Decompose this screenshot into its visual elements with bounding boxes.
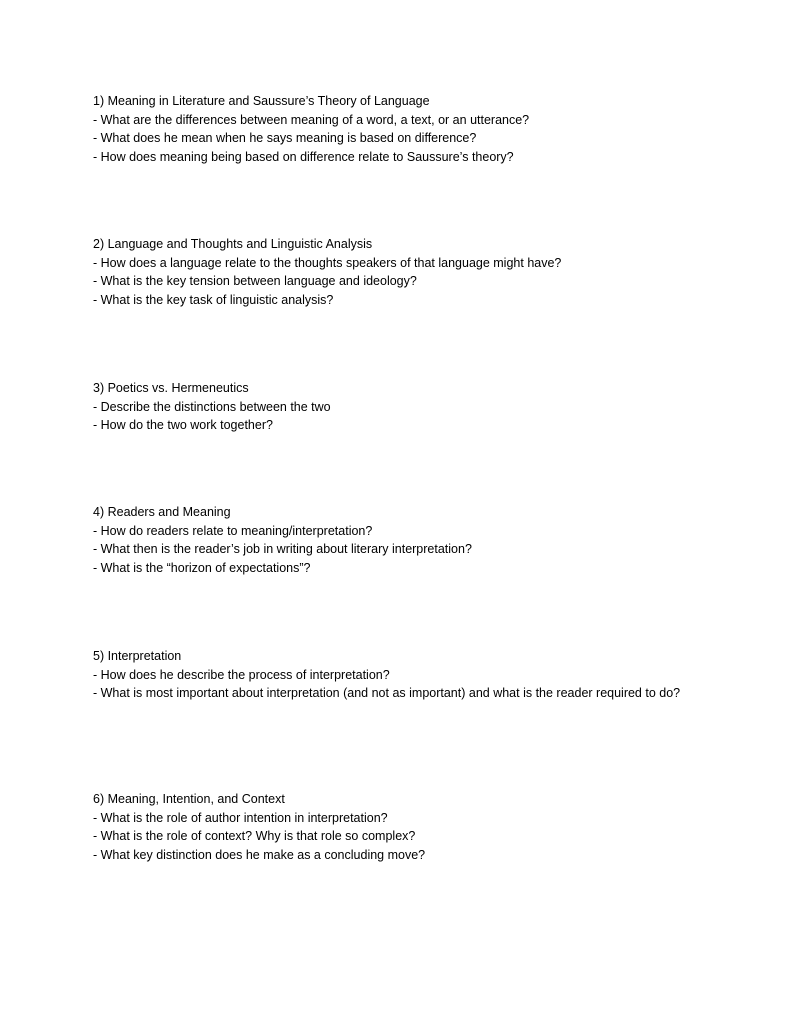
section-readers-and-meaning: [93, 503, 708, 578]
question-item: - How does he describe the process of interpretation?: [93, 667, 390, 682]
question-item: - What is the “horizon of expectations”?: [93, 561, 311, 576]
question-item: - How do the two work together?: [93, 418, 273, 433]
question-item: - How does a language relate to the thoughts speakers of that language might have?: [93, 255, 562, 270]
question-item: - What is the role of context? Why is that role so complex?: [93, 829, 416, 844]
question-item: - How do readers relate to meaning/interpretation?: [93, 523, 373, 538]
section-heading: 5) Interpretation: [93, 649, 182, 663]
question-item: - What is the role of author intention in interpretation?: [93, 810, 388, 825]
section-language-and-thoughts: [93, 235, 708, 310]
question-item: - How does meaning being based on difference relate to Saussure’s theory?: [93, 150, 514, 165]
section-interpretation: [93, 647, 708, 703]
section-heading: 4) Readers and Meaning: [93, 505, 231, 519]
question-item: - What are the differences between meaning of a word, a text, or an utterance?: [93, 112, 530, 127]
section-meaning-in-literature: [93, 92, 708, 167]
question-item: - Describe the distinctions between the two: [93, 399, 331, 414]
question-item: - What does he mean when he says meaning is based on difference?: [93, 131, 477, 146]
section-heading: 2) Language and Thoughts and Linguistic Analysis: [93, 237, 373, 251]
section-poetics-vs-hermeneutics: [93, 379, 708, 435]
section-heading: 1) Meaning in Literature and Saussure’s Theory of Language: [93, 94, 430, 108]
section-meaning-intention-context: [93, 790, 708, 865]
question-item: - What is most important about interpretation (and not as important) and what is the reader required to do?: [93, 686, 681, 701]
question-item: - What key distinction does he make as a concluding move?: [93, 848, 426, 863]
question-item: - What is the key tension between language and ideology?: [93, 274, 417, 289]
section-heading: 6) Meaning, Intention, and Context: [93, 792, 285, 806]
question-item: - What is the key task of linguistic analysis?: [93, 293, 334, 308]
section-heading: 3) Poetics vs. Hermeneutics: [93, 381, 249, 395]
question-item: - What then is the reader’s job in writing about literary interpretation?: [93, 542, 472, 557]
